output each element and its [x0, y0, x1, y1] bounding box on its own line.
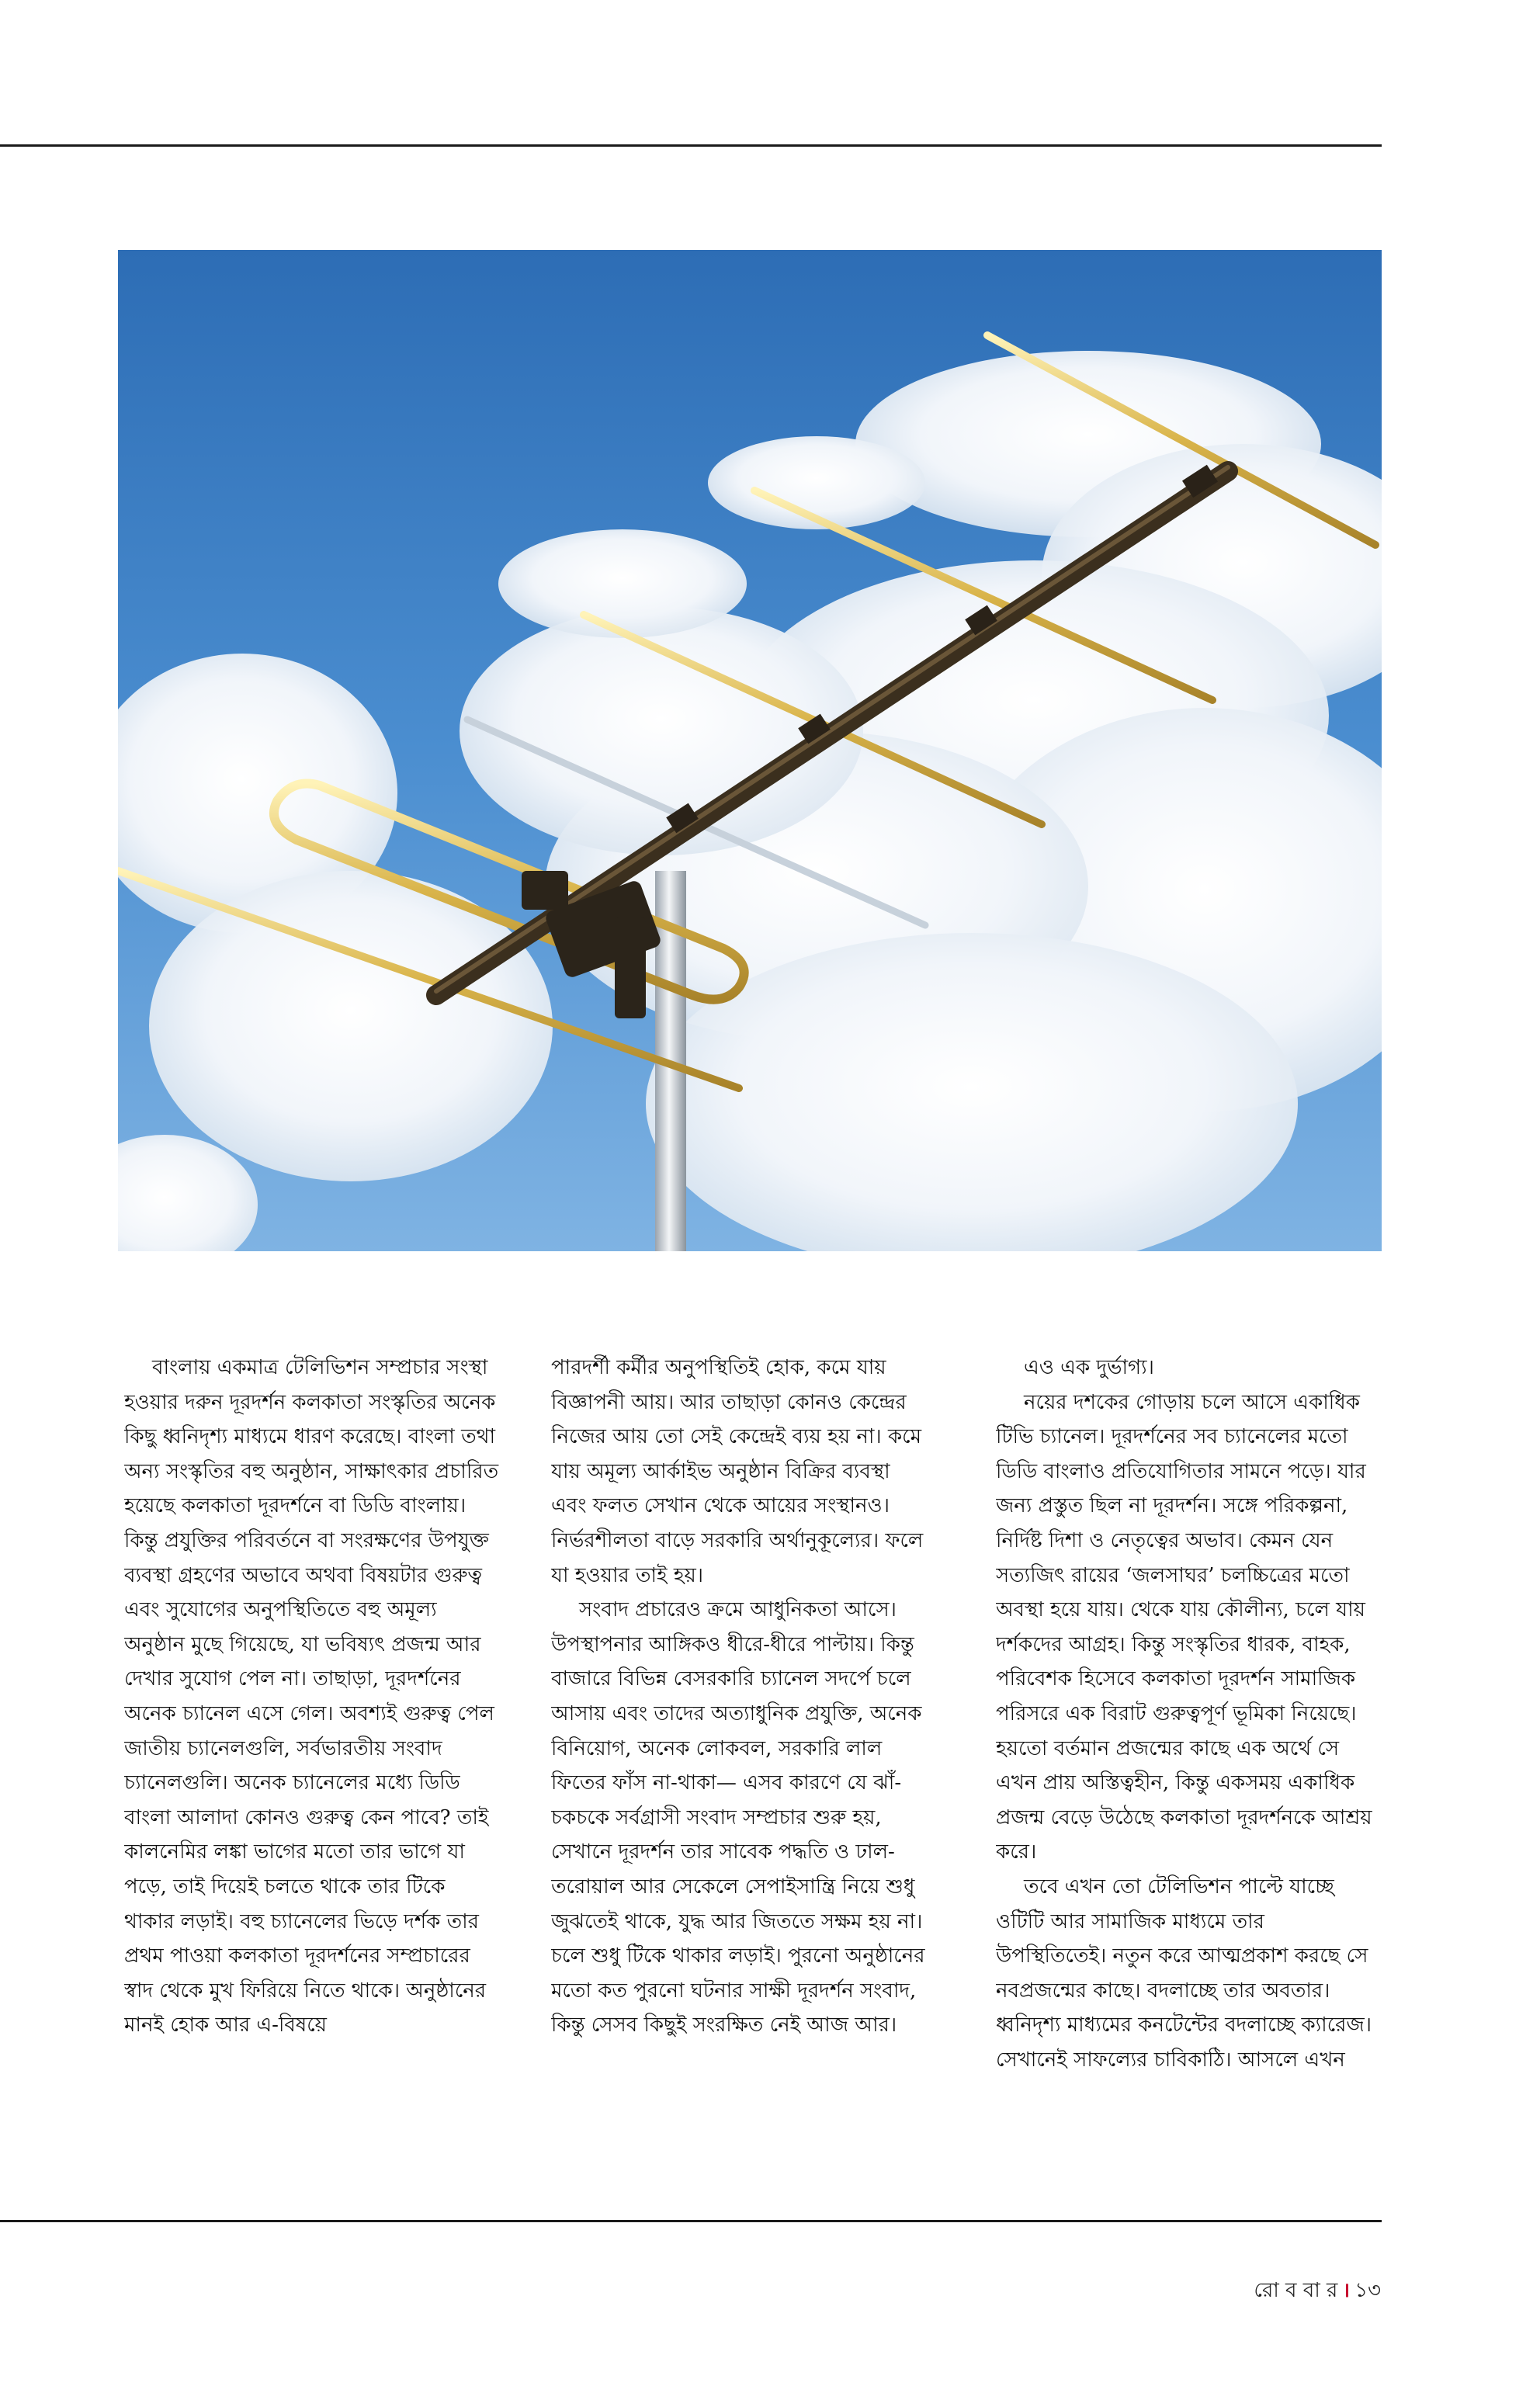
antenna-photo	[118, 250, 1382, 1251]
paragraph: বাংলায় একমাত্র টেলিভিশন সম্প্রচার সংস্থা হওয়ার দরুন দূরদর্শন কলকাতা সংস্কৃতির অনেক কিছু ধ্বনিদৃশ্য মাধ্যমে ধারণ করেছে। বাংলা তথা অন্য সংস্কৃতির বহু অনুষ্ঠান, সাক্ষাৎকার প্রচারিত হয়েছে কলকাতা দূরদর্শনে বা ডিডি বাংলায়। কিন্তু প্রযুক্তির পরিবর্তনে বা সংরক্ষণের উপযুক্ত ব্যবস্থা গ্রহণের অভাবে অথবা বিষয়টার গুরুত্ব এবং সুযোগের অনুপস্থিতিতে বহু অমূল্য অনুষ্ঠান মুছে গিয়েছে, যা ভবিষ্যৎ প্রজন্ম আর দেখার সুযোগ পেল না। তাছাড়া, দূরদর্শনের অনেক চ্যানেল এসে গেল। অবশ্যই গুরুত্ব পেল জাতীয় চ্যানেলগুলি, সর্বভারতীয় সংবাদ চ্যানেলগুলি। অনেক চ্যানেলের মধ্যে ডিডি বাংলা আলাদা কোনও গুরুত্ব কেন পাবে? তাই কালনেমির লঙ্কা ভাগের মতো তার ভাগে যা পড়ে, তাই দিয়েই চলতে থাকে তার টিকে থাকার লড়াই। বহু চ্যানেলের ভিড়ে দর্শক তার প্রথম পাওয়া কলকাতা দূরদর্শনের সম্প্রচারের স্বাদ থেকে মুখ ফিরিয়ে নিতে থাকে। অনুষ্ঠানের মানই হোক আর এ-বিষয়ে	[124, 1356, 499, 2038]
top-rule	[0, 144, 1382, 147]
paragraph: পারদর্শী কর্মীর অনুপস্থিতিই হোক, কমে যায় বিজ্ঞাপনী আয়। আর তাছাড়া কোনও কেন্দ্রের নিজের আয় তো সেই কেন্দ্রেই ব্যয় হয় না। কমে যায় অমূল্য আর্কাইভ অনুষ্ঠান বিক্রির ব্যবস্থা এবং ফলত সেখান থেকে আয়ের সংস্থানও। নির্ভরশীলতা বাড়ে সরকারি অর্থানুকূল্যের। ফলে যা হওয়ার তাই হয়।	[551, 1356, 924, 1587]
article-body	[0, 1351, 1540, 2189]
page-number: ১৩	[1354, 2279, 1381, 2302]
paragraph: সংবাদ প্রচারেও ক্রমে আধুনিকতা আসে। উপস্থাপনার আঙ্গিকও ধীরে-ধীরে পাল্টায়। কিন্তু বাজারে বিভিন্ন বেসরকারি চ্যানেল সদর্পে চলে আসায় এবং তাদের অত্যাধুনিক প্রযুক্তি, অনেক বিনিয়োগ, অনেক লোকবল, সরকারি লাল ফিতের ফাঁস না-থাকা— এসব কারণে যে ঝাঁ-চকচকে সর্বগ্রাসী সংবাদ সম্প্রচার শুরু হয়, সেখানে দূরদর্শন তার সাবেক পদ্ধতি ও ঢাল-তরোয়াল আর সেকেলে সেপাইসান্ত্রি নিয়ে শুধু জুঝতেই থাকে, যুদ্ধ আর জিততে সক্ষম হয় না। চলে শুধু টিকে থাকার লড়াই। পুরনো অনুষ্ঠানের মতো কত পুরনো ঘটনার সাক্ষী দূরদর্শন সংবাদ, কিন্তু সেসব কিছুই সংরক্ষিত নেই আজ আর।	[551, 1598, 925, 2038]
article-column-3	[996, 1351, 1372, 2189]
article-column-1	[124, 1351, 501, 2189]
antenna-illustration	[118, 250, 1382, 1251]
magazine-name: রো ব বা র	[1254, 2279, 1338, 2302]
page-footer	[1254, 2274, 1381, 2308]
paragraph: তবে এখন তো টেলিভিশন পাল্টে যাচ্ছে ওটিটি আর সামাজিক মাধ্যমে তার উপস্থিতিতেই। নতুন করে আত্মপ্রকাশ করছে সে নবপ্রজন্মের কাছে। বদলাচ্ছে তার অবতার। ধ্বনিদৃশ্য মাধ্যমের কনটেন্টের বদলাচ্ছে ক্যারেজ। সেখানেই সাফল্যের চাবিকাঠি। আসলে এখন	[996, 1875, 1372, 2072]
paragraph: এও এক দুর্ভাগ্য।	[1024, 1356, 1154, 1379]
footer-separator: ।	[1342, 2279, 1351, 2302]
bottom-rule	[0, 2220, 1382, 2222]
article-column-2	[551, 1351, 928, 2189]
paragraph: নয়ের দশকের গোড়ায় চলে আসে একাধিক টিভি চ্যানেল। দূরদর্শনের সব চ্যানেলের মতো ডিডি বাংলাও প্রতিযোগিতার সামনে পড়ে। যার জন্য প্রস্তুত ছিল না দূরদর্শন। সঙ্গে পরিকল্পনা, নির্দিষ্ট দিশা ও নেতৃত্বের অভাব। কেমন যেন সত্যজিৎ রায়ের ‘জলসাঘর’ চলচ্চিত্রের মতো অবস্থা হয়ে যায়। থেকে যায় কৌলীন্য, চলে যায় দর্শকদের আগ্রহ। কিন্তু সংস্কৃতির ধারক, বাহক, পরিবেশক হিসেবে কলকাতা দূরদর্শন সামাজিক পরিসরে এক বিরাট গুরুত্বপূর্ণ ভূমিকা নিয়েছে। হয়তো বর্তমান প্রজন্মের কাছে এক অর্থে সে এখন প্রায় অস্তিত্বহীন, কিন্তু একসময় একাধিক প্রজন্ম বেড়ে উঠেছে কলকাতা দূরদর্শনকে আশ্রয় করে।	[996, 1390, 1372, 1864]
